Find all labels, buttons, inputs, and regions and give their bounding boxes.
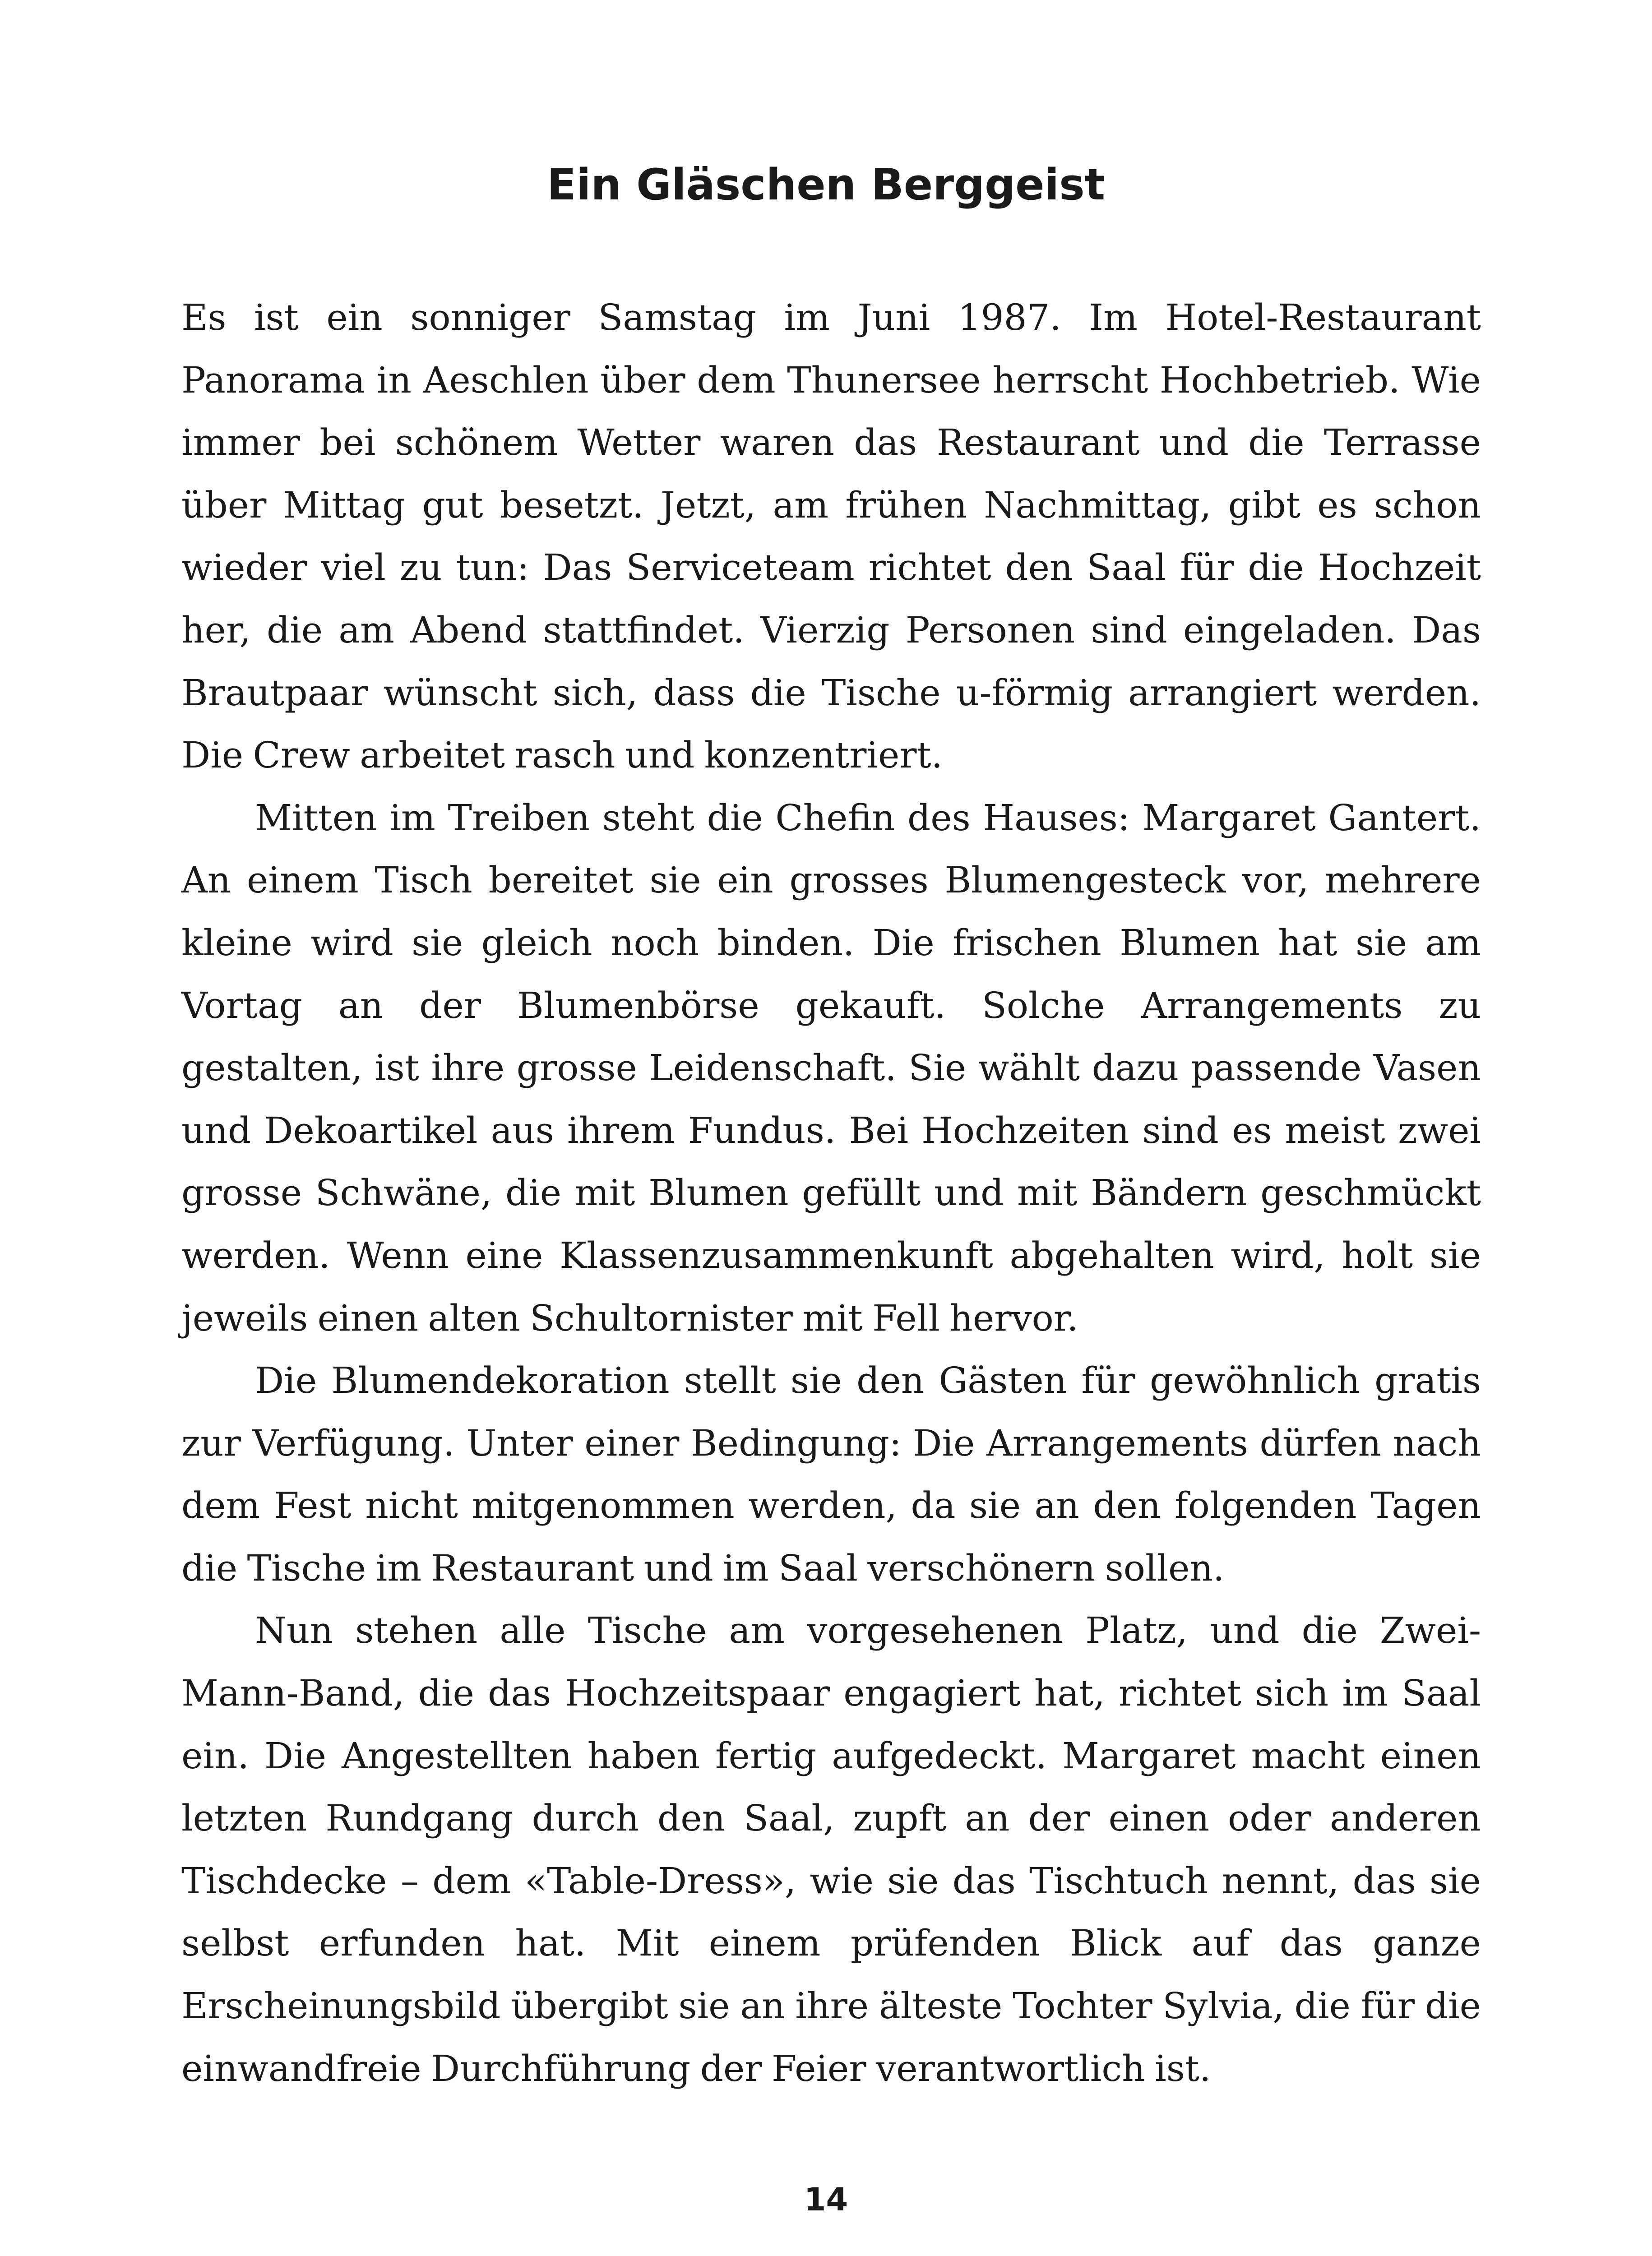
- paragraph: Die Blumendekoration stellt sie den Gästen für gewöhnlich gratis zur Verfügung. Unter einer Bedingung: Die Arrangements dürfen nach dem Fest nicht mitgenommen werden, da sie an den folgenden Tagen die Tische im Restaurant und im Saal verschönern sollen.: [181, 1359, 1481, 1589]
- page-number: 14: [804, 2181, 848, 2218]
- body-text: [181, 287, 1481, 2100]
- paragraph: Mitten im Treiben steht die Chefin des Hauses: Margaret Gantert. An einem Tisch bereitet sie ein grosses Blumengesteck vor, mehrere kleine wird sie gleich noch binden. Die frischen Blumen hat sie am Vortag an der Blumenbörse gekauft. Solche Arrangements zu gestalten, ist ihre grosse Leidenschaft. Sie wählt dazu passende Vasen und Dekoartikel aus ihrem Fundus. Bei Hochzeiten sind es meist zwei grosse Schwäne, die mit Blumen gefüllt und mit Bändern geschmückt werden. Wenn eine Klassenzusammenkunft abgehalten wird, holt sie jeweils einen alten Schultornister mit Fell hervor.: [181, 796, 1481, 1339]
- paragraph: Es ist ein sonniger Samstag im Juni 1987. Im Hotel-Restaurant Panorama in Aeschlen über dem Thunersee herrscht Hochbetrieb. Wie immer bei schönem Wetter waren das Restaurant und die Terrasse über Mittag gut besetzt. Jetzt, am frühen Nachmittag, gibt es schon wieder viel zu tun: Das Serviceteam richtet den Saal für die Hochzeit her, die am Abend stattfindet. Vierzig Personen sind eingeladen. Das Brautpaar wünscht sich, dass die Tische u-förmig arrangiert werden. Die Crew arbeitet rasch und konzentriert.: [181, 296, 1481, 777]
- paragraph: Nun stehen alle Tische am vorgesehenen Platz, und die Zwei-Mann-Band, die das Hochzeitspaar engagiert hat, richtet sich im Saal ein. Die Angestellten haben fertig aufgedeckt. Margaret macht einen letzten Rundgang durch den Saal, zupft an der einen oder anderen Tischdecke – dem «Table-Dress», wie sie das Tischtuch nennt, das sie selbst erfunden hat. Mit einem prüfenden Blick auf das ganze Erscheinungsbild übergibt sie an ihre älteste Tochter Sylvia, die für die einwandfreie Durchführung der Feier verantwortlich ist.: [181, 1609, 1481, 2090]
- chapter-title: Ein Gläschen Berggeist: [546, 160, 1106, 210]
